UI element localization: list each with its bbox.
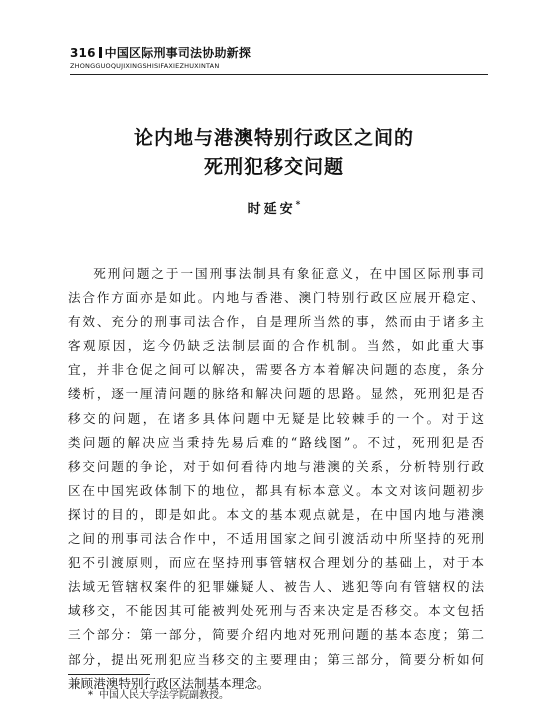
body-line: 有效、充分的刑事司法合作，自是理所当然的事，然而由于诸多主 [68,314,484,330]
body-line: 域移交，不能因其可能被判处死刑与否来决定是否移交。本文包括 [68,603,484,619]
journal-title: 中国区际刑事司法协助新探 [104,46,252,60]
author-byline [0,198,548,217]
journal-pinyin: ZHONGGUOQUJIXINGSHISIFAXIEZHUXINTAN [70,62,220,70]
body-line: 移交问题的争论，对于如何看待内地与港澳的关系，分析特别行政 [68,458,484,474]
body-line: 缕析，逐一厘清问题的脉络和解决问题的思路。显然，死刑犯是否 [68,386,484,402]
article-title [60,124,488,182]
body-line: 之间的刑事司法合作中，不适用国家之间引渡活动中所坚持的死刑 [68,531,484,547]
footnote-rule [68,674,150,675]
body-line: 法域无管辖权案件的犯罪嫌疑人、被告人、逃犯等向有管辖权的法 [68,579,484,595]
footnote [88,686,229,701]
body-line: 区在中国宪政体制下的地位，都具有标本意义。本文对该问题初步 [68,482,484,498]
author-footnote-mark: * [295,200,301,211]
footnote-mark: * [88,690,93,701]
title-line-2: 死刑犯移交问题 [203,156,344,178]
running-head [70,44,488,70]
body-line: 移交的问题，在诸多具体问题中无疑是比较棘手的一个。对于这 [68,410,484,426]
body-line: 法合作方面亦是如此。内地与香港、澳门特别行政区应展开稳定、 [68,290,484,306]
body-line: 部分，提出死刑犯应当移交的主要理由；第三部分，简要分析如何 [68,651,484,667]
body-line: 客观原因，迄今仍缺乏法制层面的合作机制。当然，如此重大事 [68,338,484,354]
body-line: 死刑问题之于一国刑事法制具有象征意义，在中国区际刑事司 [93,266,484,281]
body-line: 三个部分：第一部分，简要介绍内地对死刑问题的基本态度；第二 [68,627,484,643]
body-line: 探讨的目的，即是如此。本文的基本观点就是，在中国内地与港澳 [68,506,484,522]
body-line: 兼顾港澳特别行政区法制基本理念。 [68,675,270,691]
body-line: 宜，并非仓促之间可以解决，需要各方本着解决问题的态度，条分 [68,362,484,378]
separator-bar [99,47,102,58]
body-line: 类问题的解决应当秉持先易后难的“路线图”。不过，死刑犯是否 [68,434,484,450]
article-body [68,262,484,696]
running-head-title [70,44,488,61]
body-line: 犯不引渡原则，而应在坚持刑事管辖权合理划分的基础上，对于本 [68,555,484,571]
author-name: 时延安 [247,202,296,217]
title-line-1: 论内地与港澳特别行政区之间的 [133,127,414,149]
footnote-text: 中国人民大学法学院副教授。 [99,690,229,701]
header-rule [70,74,488,75]
page-number: 316 [70,46,96,60]
